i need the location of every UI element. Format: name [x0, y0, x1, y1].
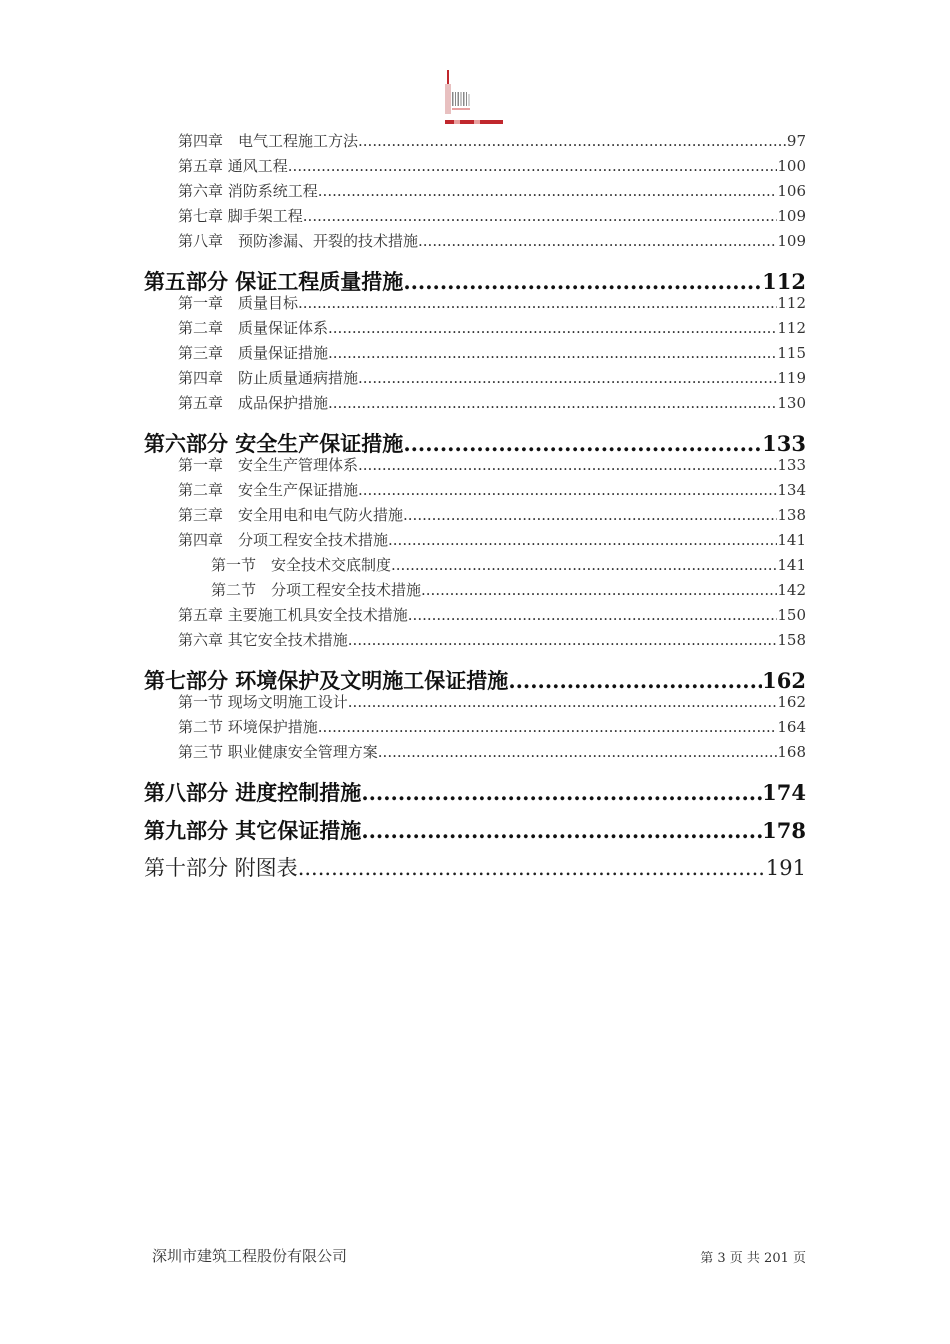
toc-entry-page-number: 141 — [777, 531, 806, 549]
toc-entry-chapter — [178, 604, 806, 625]
toc-entry-title: 第三章 质量保证措施 — [178, 344, 329, 362]
toc-entry-title: 第四章 分项工程安全技术措施 — [178, 531, 389, 549]
toc-entry-page-number: 164 — [777, 718, 806, 736]
toc-entry-title: 第六部分 安全生产保证措施 — [144, 432, 404, 456]
toc-entry-page-number: 115 — [777, 344, 806, 362]
toc-entry-title: 第一节 现场文明施工设计 — [178, 693, 348, 711]
toc-entry-chapter — [178, 529, 806, 550]
toc-entry-page-number: 142 — [777, 581, 806, 599]
toc-entry-title: 第九部分 其它保证措施 — [144, 819, 362, 843]
toc-dot-leader — [403, 431, 762, 456]
toc-entry-chapter — [178, 292, 806, 313]
company-logo — [444, 70, 506, 128]
toc-entry-title: 第五章 通风工程 — [178, 157, 288, 175]
toc-dot-leader — [361, 818, 762, 843]
toc-entry-chapter — [178, 479, 806, 500]
toc-dot-leader — [348, 693, 778, 711]
toc-entry-chapter — [178, 130, 806, 151]
toc-dot-leader — [408, 606, 778, 624]
toc-dot-leader — [403, 269, 762, 294]
toc-entry-chapter — [178, 367, 806, 388]
toc-entry-title: 第五章 成品保护措施 — [178, 394, 329, 412]
toc-dot-leader — [418, 232, 777, 250]
toc-entry-page-number: 178 — [762, 818, 806, 843]
footer-page-info: 第 3 页 共 201 页 — [700, 1251, 806, 1266]
toc-entry-chapter — [178, 180, 806, 201]
toc-entry-part-plain — [144, 852, 806, 882]
toc-dot-leader — [388, 531, 777, 549]
toc-entry-page-number: 158 — [777, 631, 806, 649]
toc-entry-title: 第六章 消防系统工程 — [178, 182, 318, 200]
toc-entry-title: 第八章 预防渗漏、开裂的技术措施 — [178, 232, 419, 250]
toc-entry-page-number: 162 — [762, 668, 806, 693]
toc-entry-title: 第二节 环境保护措施 — [178, 718, 318, 736]
toc-entry-title: 第十部分 附图表 — [144, 856, 298, 880]
toc-entry-page-number: 100 — [777, 157, 806, 175]
toc-entry-page-number: 109 — [777, 207, 806, 225]
toc-entry-chapter — [178, 629, 806, 650]
toc-entry-title: 第二章 质量保证体系 — [178, 319, 329, 337]
toc-entry-page-number: 97 — [786, 132, 806, 150]
toc-entry-page-number: 112 — [762, 269, 806, 294]
toc-dot-leader — [318, 182, 778, 200]
toc-entry-page-number: 112 — [777, 319, 806, 337]
toc-entry-page-number: 106 — [777, 182, 806, 200]
toc-entry-title: 第一章 质量目标 — [178, 294, 299, 312]
toc-entry-chapter — [178, 716, 806, 737]
toc-entry-title: 第三节 职业健康安全管理方案 — [178, 743, 378, 761]
toc-entry-title: 第二章 安全生产保证措施 — [178, 481, 359, 499]
toc-entry-page-number: 134 — [777, 481, 806, 499]
toc-entry-chapter — [178, 504, 806, 525]
toc-dot-leader — [328, 319, 777, 337]
toc-dot-leader — [328, 344, 777, 362]
toc-entry-title: 第一节 安全技术交底制度 — [211, 556, 392, 574]
toc-dot-leader — [318, 718, 778, 736]
toc-entry-page-number: 141 — [777, 556, 806, 574]
toc-dot-leader — [328, 394, 777, 412]
toc-entry-chapter — [178, 342, 806, 363]
toc-dot-leader — [403, 506, 777, 524]
toc-entry-chapter — [178, 317, 806, 338]
toc-entry-page-number: 191 — [765, 856, 806, 880]
toc-entry-title: 第六章 其它安全技术措施 — [178, 631, 348, 649]
toc-entry-page-number: 174 — [762, 780, 806, 805]
toc-entry-title: 第四章 防止质量通病措施 — [178, 369, 359, 387]
footer-company: 深圳市建筑工程股份有限公司 — [152, 1247, 348, 1265]
toc-entry-part — [144, 777, 806, 807]
toc-entry-chapter — [178, 392, 806, 413]
toc-entry-page-number: 119 — [777, 369, 806, 387]
toc-entry-page-number: 168 — [777, 743, 806, 761]
toc-entry-page-number: 133 — [777, 456, 806, 474]
toc-entry-page-number: 130 — [777, 394, 806, 412]
toc-dot-leader — [508, 668, 762, 693]
toc-entry-title: 第二节 分项工程安全技术措施 — [211, 581, 422, 599]
toc-entry-title: 第八部分 进度控制措施 — [144, 781, 362, 805]
toc-dot-leader — [348, 631, 778, 649]
toc-entry-chapter — [178, 454, 806, 475]
toc-entry-title: 第一章 安全生产管理体系 — [178, 456, 359, 474]
toc-entry-chapter — [178, 230, 806, 251]
toc-dot-leader — [358, 132, 787, 150]
toc-entry-chapter — [178, 155, 806, 176]
toc-entry-page-number: 109 — [777, 232, 806, 250]
toc-dot-leader — [378, 743, 778, 761]
toc-dot-leader — [358, 456, 777, 474]
toc-entry-title: 第三章 安全用电和电气防火措施 — [178, 506, 404, 524]
toc-entry-chapter — [178, 741, 806, 762]
toc-entry-title: 第七部分 环境保护及文明施工保证措施 — [144, 669, 509, 693]
toc-entry-title: 第四章 电气工程施工方法 — [178, 132, 359, 150]
toc-dot-leader — [298, 294, 777, 312]
toc-entry-title: 第五章 主要施工机具安全技术措施 — [178, 606, 408, 624]
toc-dot-leader — [358, 369, 777, 387]
toc-entry-page-number: 150 — [777, 606, 806, 624]
toc-dot-leader — [298, 856, 766, 880]
toc-dot-leader — [303, 207, 778, 225]
toc-entry-title: 第七章 脚手架工程 — [178, 207, 303, 225]
toc-entry-section — [211, 554, 806, 575]
toc-entry-page-number: 138 — [777, 506, 806, 524]
toc-entry-page-number: 112 — [777, 294, 806, 312]
toc-entry-page-number: 133 — [762, 431, 806, 456]
toc-dot-leader — [288, 157, 778, 175]
toc-dot-leader — [421, 581, 777, 599]
toc-dot-leader — [361, 780, 762, 805]
toc-entry-part — [144, 815, 806, 845]
toc-dot-leader — [391, 556, 777, 574]
toc-entry-chapter — [178, 691, 806, 712]
toc-dot-leader — [358, 481, 777, 499]
toc-entry-chapter — [178, 205, 806, 226]
toc-entry-page-number: 162 — [777, 693, 806, 711]
toc-entry-section — [211, 579, 806, 600]
toc-entry-title: 第五部分 保证工程质量措施 — [144, 270, 404, 294]
